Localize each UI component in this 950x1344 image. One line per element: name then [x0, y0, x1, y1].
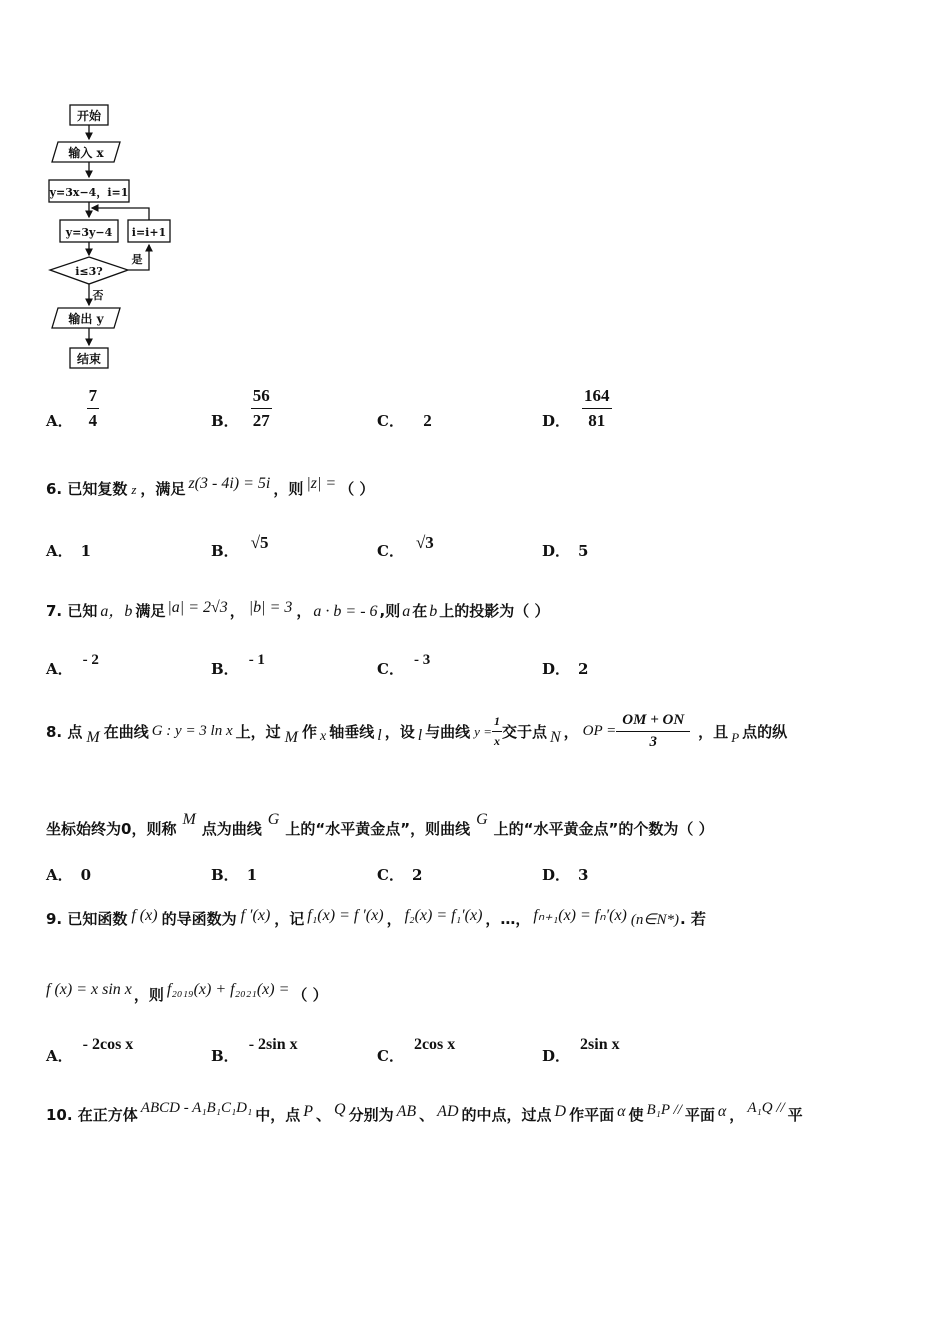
q6-option-b[interactable]: B． √5 — [211, 533, 269, 560]
question-9-line1: 9. 已知函数 f (x) 的导函数为 f ′(x) ，记 f₁(x) = f ′(x) ， f₂(x) = f₁′(x) ，…， fₙ₊₁(x) = fₙ′(x) (n∈N*). 若 — [46, 907, 706, 928]
q9-option-a[interactable]: A．- 2cos x — [46, 1036, 134, 1065]
q7-option-b[interactable]: B． - 1 — [211, 652, 265, 678]
fc-yes-text: 是 — [131, 253, 143, 266]
option-label: B． — [211, 412, 239, 430]
fc-output-text: 输出 y — [68, 312, 104, 326]
fc-init-text: y=3x−4，i=1 — [49, 186, 129, 199]
option-label: A． — [46, 412, 73, 430]
fc-start-text: 开始 — [76, 109, 102, 123]
option-label: D． — [542, 412, 571, 430]
fc-input-text: 输入 x — [68, 146, 104, 160]
q9-option-b[interactable]: B．- 2sin x — [211, 1036, 298, 1065]
q9-option-d[interactable]: D．2sin x — [542, 1036, 620, 1065]
q7-option-c[interactable]: C． - 3 — [377, 652, 431, 678]
q5-option-b[interactable] — [211, 386, 272, 431]
option-label: C． — [377, 412, 404, 430]
fc-cond-text: i≤3? — [75, 265, 103, 278]
fraction: $\frac{OM + ON}{3}$ — [616, 712, 690, 751]
q9-option-c[interactable]: C．2cos x — [377, 1036, 456, 1065]
fraction: $\frac{56}{27}$ — [252, 386, 270, 430]
question-7: 7. 已知 a，b 满足 |a| = 2√3 ， |b| = 3 ， a · b = - 6 ,则 a 在 b 上的投影为（ ） — [46, 599, 550, 620]
q7-option-a[interactable]: A． - 2 — [46, 652, 99, 678]
q6-option-c[interactable]: C． √3 — [377, 533, 434, 560]
q5-option-d[interactable] — [542, 386, 612, 431]
question-6: 6. 已知复数 z ，满足 z(3 - 4i) = 5i ，则 |z| = （ ） — [46, 475, 375, 498]
fraction: $\frac{1}{x}$ — [493, 714, 500, 748]
q8-option-c[interactable]: C． 2 — [377, 866, 423, 884]
fc-end-text: 结束 — [76, 352, 102, 366]
q5-option-c[interactable]: C． 2 — [377, 411, 432, 430]
question-9-line2: f (x) = x sin x ，则 f₂₀₁₉(x) + f₂₀₂₁(x) = （ ） — [46, 981, 328, 1004]
q8-option-b[interactable]: B． 1 — [211, 866, 258, 884]
question-8-line1: 8. 点 M 在曲线 G : y = 3 ln x 上，过 M 作 x 轴垂线 l ，设 l 与曲线 y = $\frac{1}{x}$ 交于点 N ， OP = $\frac{OM + ON}{3}$ ，且 P 点的纵 — [46, 712, 788, 750]
question-10: 10. 在正方体 ABCD - A₁B₁C₁D₁ 中，点 P 、 Q 分别为 AB 、 AD 的中点，过点 D 作平面 α 使 B₁P // 平面 α ， A₁Q // 平 — [46, 1100, 803, 1124]
q8-option-a[interactable]: A． 0 — [46, 866, 92, 884]
fraction: $\frac{7}{4}$ — [88, 386, 98, 430]
fraction: $\frac{164}{81}$ — [584, 386, 610, 430]
q6-option-a[interactable]: A． 1 — [46, 542, 92, 560]
fc-no-text: 否 — [92, 289, 104, 302]
q7-option-d[interactable]: D． 2 — [542, 660, 589, 678]
q6-option-d[interactable]: D． 5 — [542, 542, 589, 560]
q8-option-d[interactable]: D． 3 — [542, 866, 589, 884]
q5-option-a[interactable] — [46, 386, 99, 431]
flowchart — [40, 100, 180, 370]
fc-step-text: y=3y−4 — [65, 226, 113, 239]
fc-incr-text: i=i+1 — [131, 226, 167, 239]
question-8-line2: 坐标始终为0，则称M点为曲线G上的“水平黄金点”，则曲线G上的“水平黄金点”的个数为（ ） — [46, 811, 714, 838]
